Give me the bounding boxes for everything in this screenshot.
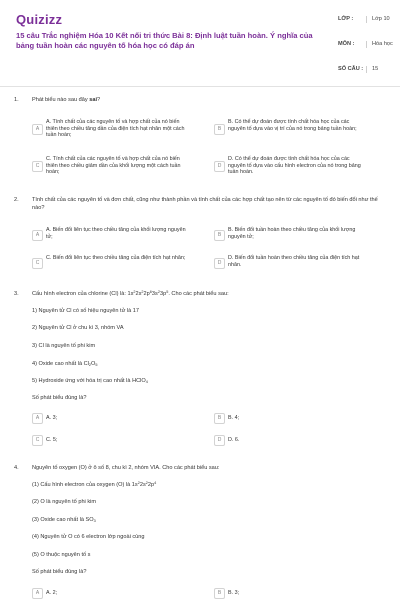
header-divider: [0, 86, 400, 87]
option-text: D. Có thể dự đoán được tính chất hóa học của các nguyên tố dựa vào cấu hình electron của nó trong bảng tuần hoàn.: [228, 156, 361, 176]
mon-value: Hóa học: [366, 41, 394, 48]
option-text: C. Biến đổi liên tục theo chiều tăng của điện tích hạt nhân;: [46, 255, 186, 261]
option-text: D. 6.: [228, 437, 240, 443]
option-letter-badge: C: [32, 435, 43, 446]
statement-4: (4) Nguyên tử O có 6 electron lớp ngoài cùng: [32, 534, 145, 540]
option-text: A. 2;: [46, 590, 58, 596]
option-letter-badge: C: [32, 258, 43, 269]
question-ask: Số phát biểu đúng là?: [32, 569, 87, 575]
option-letter-badge: D: [214, 435, 225, 446]
option-letter-badge: B: [214, 588, 225, 599]
option-text: D. Biến đổi tuần hoàn theo chiều tăng của điện tích hạt nhân.: [228, 255, 360, 268]
statement-1: (1) Cấu hình electron của oxygen (O) là $1s^22s^22p^4$: [32, 481, 157, 488]
option-text: C. Tính chất của các nguyên tố và hợp chất của nó biến thiên theo chiều giảm dần của khối lượng một cách tuần hoàn;: [46, 156, 181, 176]
question-number: 3.: [14, 291, 19, 297]
question-text: Cấu hình electron của chlorine (Cl) là: $1s^22s^22p^63s^23p^5$. Cho các phát biểu sau:: [32, 290, 229, 297]
option-letter-badge: B: [214, 230, 225, 241]
question-number: 2.: [14, 197, 19, 203]
question-number: 1.: [14, 97, 19, 103]
option-text: A. Biến đổi liên tục theo chiều tăng của khối lượng nguyên tử;: [46, 227, 186, 240]
statement-4: 4) Oxide cao nhất là $Cl_2O_5$: [32, 361, 98, 367]
option-text: A. 3;: [46, 415, 58, 421]
statement-3: (3) Oxide cao nhất là $SO_3$: [32, 517, 96, 523]
statement-5: (5) O thuộc nguyên tố s: [32, 552, 91, 558]
option-text: C. 5;: [46, 437, 58, 443]
option-letter-badge: A: [32, 588, 43, 599]
question-text: Nguyên tố oxygen (O) ở ô số 8, chu kì 2, nhóm VIA. Cho các phát biểu sau:: [32, 465, 220, 471]
statement-3: 3) Cl là nguyên tố phi kim: [32, 343, 96, 349]
option-letter-badge: D: [214, 258, 225, 269]
socau-value: 15: [366, 66, 394, 73]
statement-1: 1) Nguyên tử Cl có số hiệu nguyên tử là 17: [32, 308, 139, 314]
option-text: B. Biến đổi tuần hoàn theo chiều tăng của khối lượng nguyên tử;: [228, 227, 356, 240]
option-letter-badge: D: [214, 161, 225, 172]
option-letter-badge: A: [32, 230, 43, 241]
worksheet-title: 15 câu Trắc nghiệm Hóa 10 Kết nối tri thức Bài 8: Định luật tuần hoàn. Ý nghĩa của bảng tuần hoàn các nguyên tố hóa học có đáp án: [16, 31, 313, 50]
option-text: B. 3;: [228, 590, 240, 596]
option-letter-badge: A: [32, 413, 43, 424]
worksheet-header: [0, 0, 400, 86]
option-letter-badge: B: [214, 413, 225, 424]
socau-label: SỐ CÂU :: [338, 66, 364, 72]
lop-value: Lớp 10: [366, 16, 394, 23]
option-letter-badge: B: [214, 124, 225, 135]
option-text: B. 4;: [228, 415, 240, 421]
question-ask: Số phát biểu đúng là?: [32, 395, 87, 401]
option-text: A. Tính chất của các nguyên tố và hợp chất của nó biến thiên theo chiều tăng dần của điện tích hạt nhân một cách tuần hoàn;: [46, 119, 185, 139]
quizizz-logo[interactable]: Quizizz: [16, 12, 63, 27]
statement-2: 2) Nguyên tử Cl ở chu kì 3, nhóm VA: [32, 325, 124, 331]
question-text: Tính chất của các nguyên tố và đơn chất, cũng như thành phần và tính chất của các hợp chất tạo nên từ các nguyên tố đó biến đổi như thế nào?: [32, 197, 378, 211]
statement-2: (2) O là nguyên tố phi kim: [32, 499, 97, 505]
option-text: B. Có thể dự đoán được tính chất hóa học của các nguyên tố dựa vào vị trí của nó trong bảng tuần hoàn;: [228, 119, 357, 132]
statement-5: 5) Hydroxide ứng với hóa trị cao nhất là HClO$_4$: [32, 378, 148, 384]
option-letter-badge: A: [32, 124, 43, 135]
option-letter-badge: C: [32, 161, 43, 172]
lop-label: LỚP :: [338, 16, 354, 22]
question-number: 4.: [14, 465, 19, 471]
mon-label: MÔN :: [338, 41, 355, 47]
question-text: Phát biểu nào sau đây sai?: [32, 97, 101, 103]
